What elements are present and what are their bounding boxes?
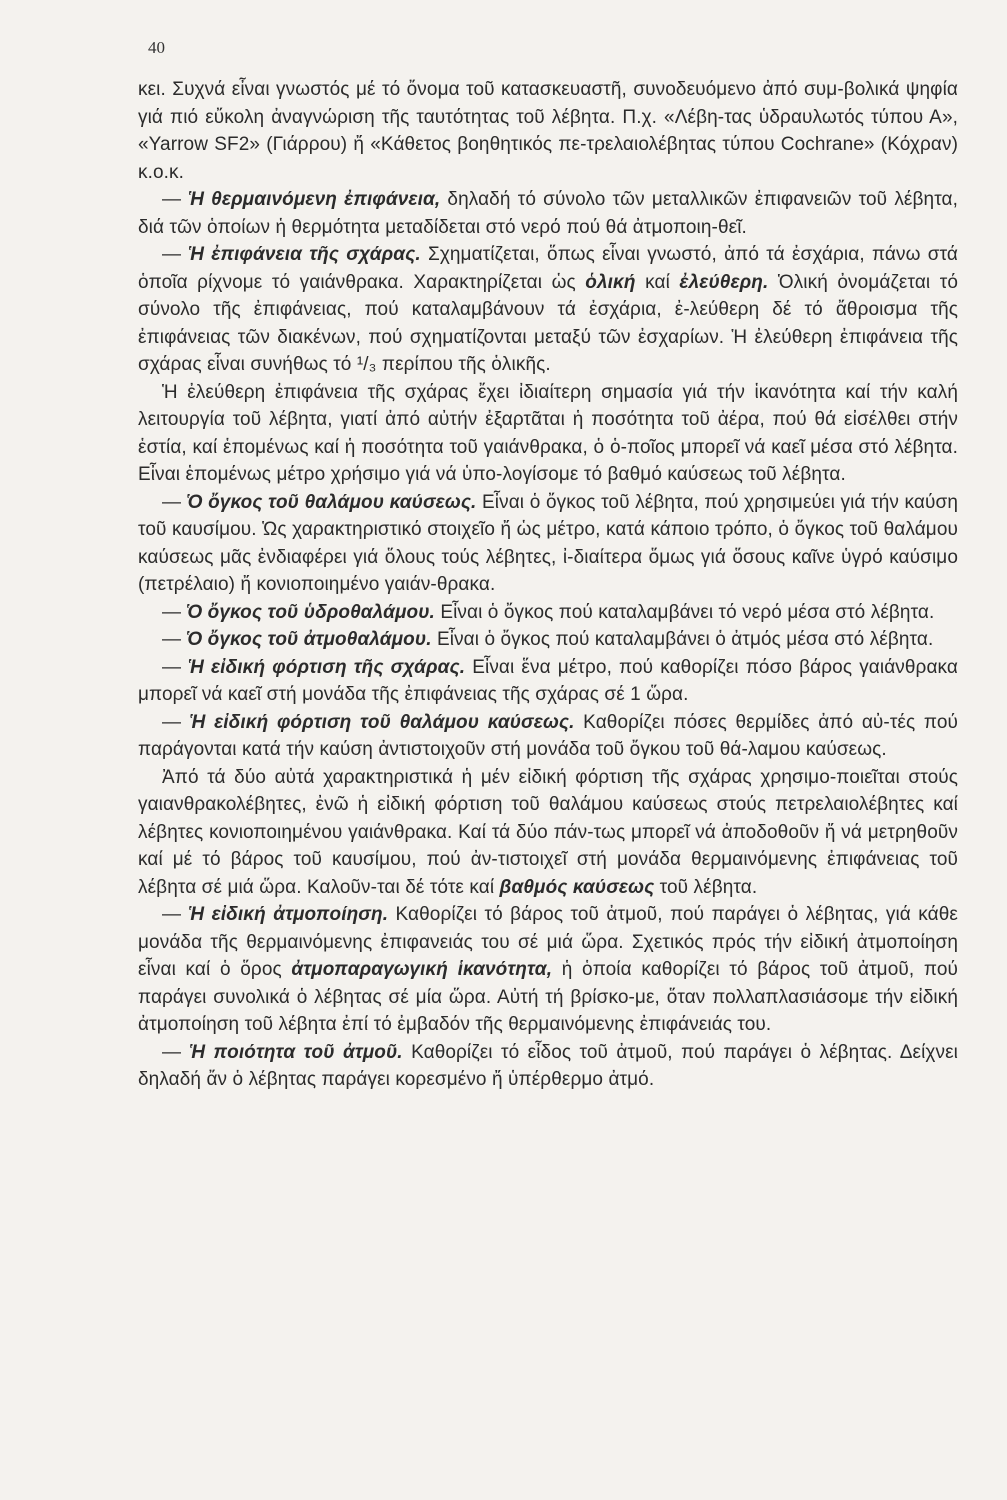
text-segment: — [162, 629, 187, 650]
term: Ἡ θερμαινόμενη ἐπιφάνεια, [188, 189, 441, 210]
term: ἀτμοπαραγωγική ἱκανότητα, [291, 959, 553, 980]
text-segment: Εἶναι ὁ ὄγκος τοῦ λέβητα, πού χρησιμεύει γιά τήν καύση τοῦ καυσίμου. Ὡς χαρακτηριστικό στοιχεῖο ἤ ὡς μέτρο, κατά κάποιο τρόπο, ὁ ὄγκος τοῦ θαλάμου καύσεως μᾶς ἐνδιαφέρει γιά ὅλους τούς λέβητες, ἰ-διαίτερα ὅμως γιά ὅσους καῖνε ὑγρό καύσιμο (πετρέλαιο) ἤ κονιοποιημένο γαιάν-θρακα. [138, 491, 958, 595]
text-segment: — [162, 244, 189, 265]
term: Ἡ εἰδική φόρτιση τῆς σχάρας. [188, 656, 466, 678]
text-segment: — [162, 491, 187, 513]
text-segment: — [162, 1041, 190, 1063]
text-segment: — [162, 711, 190, 733]
text-segment: κει. Συχνά εἶναι γνωστός μέ τό ὄνομα τοῦ κατασκευαστῆ, συνοδευόμενο ἀπό συμ-βολικά ψηφία γιά πιό εὔκολη ἀναγνώριση τῆς ταυτότητας τοῦ λέβητα. Π.χ. «Λέβη-τας ὑδραυλωτός τύπου Α», «Yarrow SF2» (Γιάρρου) ἤ «Κάθετος βοηθητικός πε-τρελαιολέβητας τύπου Cochrane» (Κόχραν) κ.ο.κ. [138, 79, 958, 183]
paragraph [138, 764, 958, 902]
text-segment: Εἶναι ἕνα μέτρο, πού καθορίζει πόσο βάρος γαιάνθρακα μπορεῖ νά καεῖ στή μονάδα τῆς ἐπιφάνειας τῆς σχάρας σέ 1 ὥρα. [138, 656, 958, 705]
text-segment: — [162, 656, 189, 678]
text-segment: Εἶναι ὁ ὄγκος πού καταλαμβάνει ὁ ἀτμός μέσα στό λέβητα. [431, 629, 934, 650]
term: Ὁ ὄγκος τοῦ ἀτμοθαλάμου. [186, 629, 432, 650]
term: ἐλεύθερη. [679, 271, 769, 293]
text-segment: Καθορίζει τό εἶδος τοῦ ἀτμοῦ, πού παράγει ὁ λέβητας. Δείχνει δηλαδή ἄν ὁ λέβητας παράγει κορεσμένο ἤ ὑπέρθερμο ἀτμό. [138, 1041, 958, 1090]
body-text [138, 76, 958, 1094]
text-segment: καί [635, 271, 680, 293]
paragraph [138, 599, 958, 627]
text-segment: — [162, 189, 189, 210]
text-segment: ἡ ὁποία καθορίζει τό βάρος τοῦ ἀτμοῦ, πού παράγει συνολικά ὁ λέβητας σέ μία ὥρα. Αὐτή τή βρίσκο-με, ὅταν πολλαπλασιάσομε τήν εἰδική ἀτμοποίηση τοῦ λέβητα ἐπί τό ἐμβαδόν τῆς θερμαινόμενης ἐπιφάνειάς του. [138, 959, 959, 1035]
paragraph [138, 901, 958, 1039]
term: βαθμός καύσεως [499, 876, 655, 898]
term: Ἡ ποιότητα τοῦ ἀτμοῦ. [189, 1041, 403, 1063]
text-segment: — [162, 601, 187, 623]
paragraph [138, 76, 958, 186]
text-segment: Σχηματίζεται, ὅπως εἶναι γνωστό, ἀπό τά ἐσχάρια, πάνω στά ὁποῖα ρίχνομε τό γαιάνθρακα. Χαρακτηρίζεται ὡς [138, 244, 959, 293]
term: Ἡ εἰδική ἀτμοποίηση. [188, 904, 389, 925]
term: ὁλική [585, 271, 636, 293]
paragraph [138, 1039, 958, 1094]
paragraph [138, 709, 958, 764]
paragraph [138, 489, 958, 599]
text-segment: Ἀπό τά δύο αὐτά χαρακτηριστικά ἡ μέν εἰδική φόρτιση τῆς σχάρας χρησιμο-ποιεῖται στούς γαιανθρακολέβητες, ἐνῶ ἡ εἰδική φόρτιση τοῦ θαλάμου καύσεως στούς πετρελαιολέβητες καί λέβητες κονιοποιημένου γαιάνθρακα. Καί τά δύο πάν-τως μπορεῖ νά ἀποδοθοῦν ἤ νά μετρηθοῦν καί μέ τό βάρος τοῦ καυσίμου, πού ἀν-τιστοιχεῖ στή μονάδα θερμαινόμενης ἐπιφάνειας τοῦ λέβητα σέ μιά ὥρα. Καλοῦν-ται δέ τότε καί [138, 766, 958, 898]
text-segment: — [162, 904, 189, 925]
paragraph [138, 186, 958, 241]
text-segment: Εἶναι ὁ ὄγκος πού καταλαμβάνει τό νερό μέσα στό λέβητα. [434, 601, 935, 623]
paragraph [138, 241, 958, 379]
text-segment: Καθορίζει πόσες θερμίδες ἀπό αὐ-τές πού παράγονται κατά τήν καύση ἀντιστοιχοῦν στή μονάδα τοῦ ὄγκου τοῦ θά-λαμου καύσεως. [138, 711, 959, 760]
text-segment: δηλαδή τό σύνολο τῶν μεταλλικῶν ἐπιφανειῶν τοῦ λέβητα, διά τῶν ὁποίων ἡ θερμότητα μεταδίδεται στό νερό πού θά ἀτμοποιη-θεῖ. [138, 189, 958, 238]
term: Ἡ ἐπιφάνεια τῆς σχάρας. [188, 244, 421, 265]
text-segment: Ἡ ἐλεύθερη ἐπιφάνεια τῆς σχάρας ἔχει ἰδιαίτερη σημασία γιά τήν ἱκανότητα καί τήν καλή λειτουργία τοῦ λέβητα, γιατί ἀπό αὐτήν ἐξαρτᾶται ἡ ποσότητα τοῦ ἀέρα, πού θά εἰσέλθει στήν ἑστία, καί ἑπομένως καί ἡ ποσότητα τοῦ γαιάνθρακα, ὁ ὁ-ποῖος μπορεῖ νά καεῖ μέσα στό λέβητα. Εἶναι ἑπομένως μέτρο χρήσιμο γιά νά ὑπο-λογίσομε τό βαθμό καύσεως τοῦ λέβητα. [138, 381, 958, 485]
paragraph [138, 654, 958, 709]
term: Ἡ εἰδική φόρτιση τοῦ θαλάμου καύσεως. [189, 711, 575, 733]
paragraph [138, 626, 958, 654]
term: Ὁ ὄγκος τοῦ θαλάμου καύσεως. [186, 491, 477, 513]
text-segment: Καθορίζει τό βάρος τοῦ ἀτμοῦ, πού παράγει ὁ λέβητας, γιά κάθε μονάδα τῆς θερμαινόμενης ἐπιφανειάς του σέ μιά ὥρα. Σχετικός πρός τήν εἰδική ἀτμοποίηση εἶναι καί ὁ ὅρος [138, 904, 958, 980]
paragraph [138, 379, 958, 489]
term: Ὁ ὄγκος τοῦ ὑδροθαλάμου. [186, 601, 435, 623]
page-number: 40 [148, 38, 165, 57]
text-segment: τοῦ λέβητα. [654, 876, 758, 898]
text-segment: Ὁλική ὀνομάζεται τό σύνολο τῆς ἐπιφάνειας, πού καταλαμβάνουν τά ἐσχάρια, ἐ-λεύθερη δέ τό ἄθροισμα τῆς ἐπιφάνειας τῶν διακένων, πού σχηματίζονται μεταξύ τῶν ἐσχαρίων. Ἡ ἐλεύθερη ἐπιφάνεια τῆς σχάρας εἶναι συνήθως τό ¹/₃ περίπου τῆς ὁλικῆς. [138, 271, 959, 375]
